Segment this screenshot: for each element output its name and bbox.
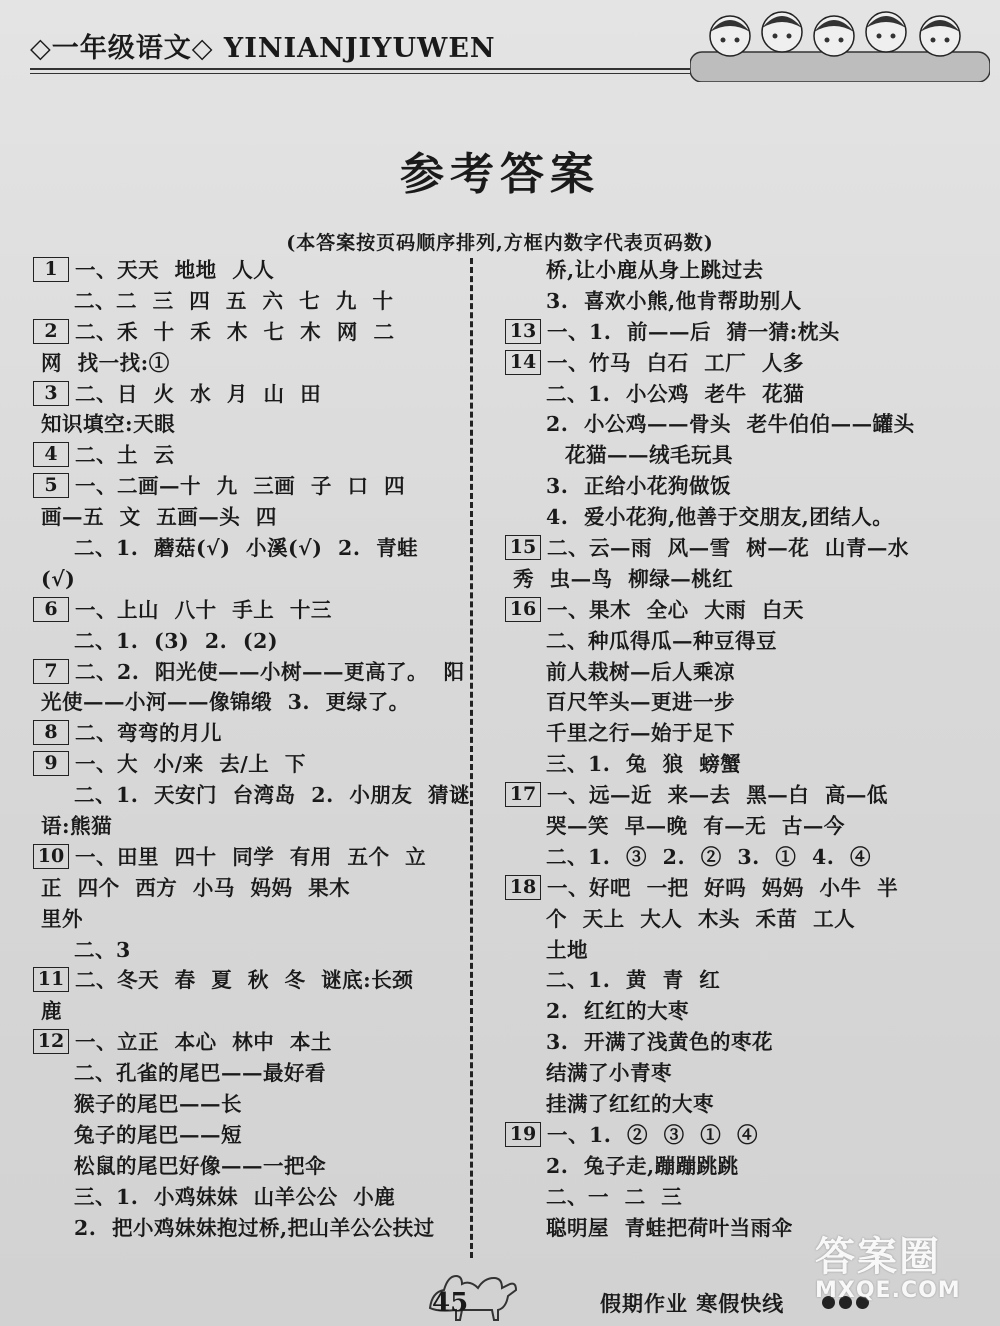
answer-line	[505, 595, 945, 626]
answer-text: 二、1. ③ 2. ② 3. ① 4. ④	[546, 844, 872, 869]
answer-line	[33, 965, 473, 996]
answer-line	[33, 502, 473, 533]
page-header	[30, 22, 700, 72]
footer-series-title: 假期作业 寒假快线	[600, 1291, 785, 1316]
answer-text: 三、1. 小鸡妹妹 山羊公公 小鹿	[74, 1184, 396, 1209]
answer-text: 一、立正 本心 林中 本土	[75, 1030, 332, 1055]
answer-text: 二、1. 蘑菇(√) 小溪(√) 2. 青蛙	[74, 536, 419, 561]
answer-text: 一、上山 八十 手上 十三	[75, 597, 332, 622]
page-ref-box: 2	[33, 319, 69, 344]
answer-line	[505, 1027, 945, 1058]
answer-text: 画—五 文 五画—头 四	[41, 505, 277, 530]
answer-line	[505, 564, 945, 595]
answer-line	[33, 626, 473, 657]
page-ref-box: 3	[33, 381, 69, 406]
page-subtitle: (本答案按页码顺序排列,方框内数字代表页码数)	[286, 232, 714, 254]
answer-text: 3. 喜欢小熊,他肯帮助别人	[546, 288, 802, 313]
header-rule-thin	[30, 73, 720, 74]
answer-text: 二、冬天 春 夏 秋 冬 谜底:长颈	[75, 968, 414, 993]
answer-text: 二、云—雨 风—雪 树—花 山青—水	[547, 536, 909, 561]
answer-text: 一、远—近 来—去 黑—白 高—低	[547, 783, 888, 808]
answer-text: (√)	[41, 566, 76, 591]
answer-line	[505, 440, 945, 471]
page-ref-box: 12	[33, 1029, 69, 1054]
watermark-site: MXQE.COM	[815, 1278, 961, 1303]
answer-line	[505, 996, 945, 1027]
answer-text: 哭—笑 早—晚 有—无 古—今	[546, 814, 845, 839]
answer-text: 二、3	[74, 937, 131, 962]
answer-line	[505, 657, 945, 688]
answer-line	[33, 1151, 473, 1182]
answer-text: 二、一 二 三	[546, 1184, 683, 1209]
page-ref-box: 4	[33, 442, 69, 467]
answer-line	[505, 687, 945, 718]
answer-text: 2. 兔子走,蹦蹦跳跳	[546, 1153, 739, 1178]
page-ref-box: 16	[505, 597, 541, 622]
answer-text: 网 找一找:①	[41, 350, 170, 375]
answer-text: 秀 虫—鸟 柳绿—桃红	[513, 566, 734, 591]
answer-line	[505, 811, 945, 842]
answer-line	[33, 842, 473, 873]
answer-line	[505, 533, 945, 564]
answer-text: 聪明屋 青蛙把荷叶当雨伞	[546, 1215, 793, 1240]
page-title: 参考答案	[400, 149, 600, 200]
answer-text: 二、1. (3) 2. (2)	[74, 628, 279, 653]
answer-line	[505, 904, 945, 935]
answer-line	[505, 1182, 945, 1213]
answer-text: 千里之行—始于足下	[546, 721, 735, 746]
answer-text: 一、二画—十 九 三画 子 口 四	[75, 474, 406, 499]
answer-line	[505, 626, 945, 657]
answer-text: 二、二 三 四 五 六 七 九 十	[74, 288, 394, 313]
answer-line	[505, 780, 945, 811]
answer-line	[33, 317, 473, 348]
answer-line	[33, 687, 473, 718]
watermark-logo-text: 答案圈	[815, 1234, 941, 1280]
answer-text: 2. 把小鸡妹妹抱过桥,把山羊公公扶过	[74, 1215, 435, 1240]
answer-text: 一、田里 四十 同学 有用 五个 立	[75, 844, 427, 869]
answer-text: 二、日 火 水 月 山 田	[75, 381, 322, 406]
page-ref-box: 1	[33, 257, 69, 282]
answer-line	[33, 1089, 473, 1120]
answer-text: 一、1. 前——后 猜一猜:枕头	[547, 319, 840, 344]
answer-line	[33, 255, 473, 286]
answer-text: 猴子的尾巴——长	[74, 1092, 242, 1117]
answer-text: 语:熊猫	[41, 814, 113, 839]
answer-text: 二、弯弯的月儿	[75, 721, 222, 746]
answer-line	[505, 471, 945, 502]
answer-line	[505, 317, 945, 348]
answer-line	[505, 1058, 945, 1089]
answer-text: 花猫——绒毛玩具	[565, 443, 733, 468]
answer-text: 二、孔雀的尾巴——最好看	[74, 1061, 326, 1086]
answer-text: 一、果木 全心 大雨 白天	[547, 597, 804, 622]
answer-text: 一、竹马 白石 工厂 人多	[547, 350, 804, 375]
answer-line	[505, 379, 945, 410]
answer-text: 一、天天 地地 人人	[75, 258, 275, 282]
answer-column-right	[505, 255, 945, 1244]
answer-line	[33, 749, 473, 780]
answer-text: 2. 小公鸡——骨头 老牛伯伯——罐头	[546, 412, 915, 437]
answer-line	[33, 780, 473, 811]
answer-text: 结满了小青枣	[546, 1061, 672, 1086]
page-ref-box: 7	[33, 659, 69, 684]
answer-line	[33, 564, 473, 595]
page-ref-box: 17	[505, 782, 541, 807]
answer-line	[33, 286, 473, 317]
page-ref-box: 14	[505, 350, 541, 375]
answer-line	[33, 873, 473, 904]
page-ref-box: 13	[505, 319, 541, 344]
answer-text: 土地	[546, 937, 588, 962]
answer-line	[505, 502, 945, 533]
answer-line	[33, 996, 473, 1027]
answer-text: 百尺竿头—更进一步	[546, 690, 735, 715]
answer-text: 桥,让小鹿从身上跳过去	[546, 258, 764, 282]
answer-line	[33, 409, 473, 440]
answer-text: 兔子的尾巴——短	[74, 1122, 242, 1147]
answer-line	[505, 935, 945, 966]
answer-text: 个 天上 大人 木头 禾苗 工人	[546, 906, 856, 931]
answer-line	[505, 873, 945, 904]
page-ref-box: 6	[33, 597, 69, 622]
answer-line	[33, 811, 473, 842]
answer-line	[33, 904, 473, 935]
answer-line	[33, 440, 473, 471]
page-ref-box: 5	[33, 473, 69, 498]
answer-line	[33, 657, 473, 688]
answer-line	[33, 379, 473, 410]
answer-text: 二、1. 天安门 台湾岛 2. 小朋友 猜谜	[74, 783, 470, 808]
answer-line	[33, 348, 473, 379]
watermark	[815, 1225, 995, 1325]
answer-text: 里外	[41, 906, 83, 931]
answer-line	[505, 255, 945, 286]
answer-line	[33, 1120, 473, 1151]
answer-line	[505, 749, 945, 780]
page-ref-box: 9	[33, 751, 69, 776]
header-title: ◇一年级语文◇ YINIANJIYUWEN	[30, 33, 496, 64]
answer-line	[33, 595, 473, 626]
answer-text: 二、种瓜得瓜—种豆得豆	[546, 628, 777, 653]
answer-line	[505, 348, 945, 379]
answer-text: 二、1. 黄 青 红	[546, 968, 721, 993]
answer-text: 一、好吧 一把 好吗 妈妈 小牛 半	[547, 875, 899, 900]
answer-column-left	[33, 255, 473, 1244]
answer-line	[505, 409, 945, 440]
page-ref-box: 10	[33, 844, 69, 869]
answer-text: 前人栽树—后人乘凉	[546, 659, 735, 684]
answer-line	[33, 935, 473, 966]
answer-text: 三、1. 兔 狼 螃蟹	[546, 752, 742, 777]
answer-line	[505, 1089, 945, 1120]
answer-line	[505, 1120, 945, 1151]
page-ref-box: 8	[33, 720, 69, 745]
answer-text: 二、禾 十 禾 木 七 木 网 二	[75, 319, 395, 344]
answer-text: 一、大 小/来 去/上 下	[75, 752, 306, 777]
column-divider	[470, 258, 473, 1258]
page-ref-box: 19	[505, 1122, 541, 1147]
answer-line	[33, 533, 473, 564]
answer-line	[33, 471, 473, 502]
answer-text: 3. 正给小花狗做饭	[546, 474, 732, 499]
answer-text: 光使——小河——像锦缎 3. 更绿了。	[41, 690, 410, 715]
answer-text: 鹿	[41, 999, 62, 1024]
page-ref-box: 15	[505, 535, 541, 560]
answer-text: 松鼠的尾巴好像——一把伞	[74, 1153, 326, 1178]
answer-text: 挂满了红红的大枣	[546, 1092, 714, 1117]
answer-line	[33, 1058, 473, 1089]
answer-text: 知识填空:天眼	[41, 412, 176, 437]
answer-line	[505, 965, 945, 996]
answer-line	[33, 1182, 473, 1213]
answer-line	[33, 1213, 473, 1244]
answer-text: 2. 红红的大枣	[546, 999, 690, 1024]
page-number: 45	[432, 1288, 469, 1318]
page-ref-box: 11	[33, 967, 69, 992]
answer-text: 二、2. 阳光使——小树——更高了。 阳	[75, 659, 465, 684]
answer-text: 正 四个 西方 小马 妈妈 果木	[41, 875, 351, 900]
answer-line	[505, 286, 945, 317]
answer-text: 一、1. ② ③ ① ④	[547, 1122, 758, 1147]
answer-text: 4. 爱小花狗,他善于交朋友,团结人。	[546, 505, 894, 530]
answer-text: 二、1. 小公鸡 老牛 花猫	[546, 381, 805, 406]
cartoon-kids-illustration	[690, 2, 990, 82]
page-ref-box: 18	[505, 875, 541, 900]
header-rule	[30, 68, 720, 70]
answer-text: 3. 开满了浅黄色的枣花	[546, 1030, 774, 1055]
answer-line	[33, 1027, 473, 1058]
answer-line	[505, 718, 945, 749]
answer-line	[505, 842, 945, 873]
answer-line	[33, 718, 473, 749]
answer-text: 二、土 云	[75, 443, 175, 468]
answer-line	[505, 1151, 945, 1182]
